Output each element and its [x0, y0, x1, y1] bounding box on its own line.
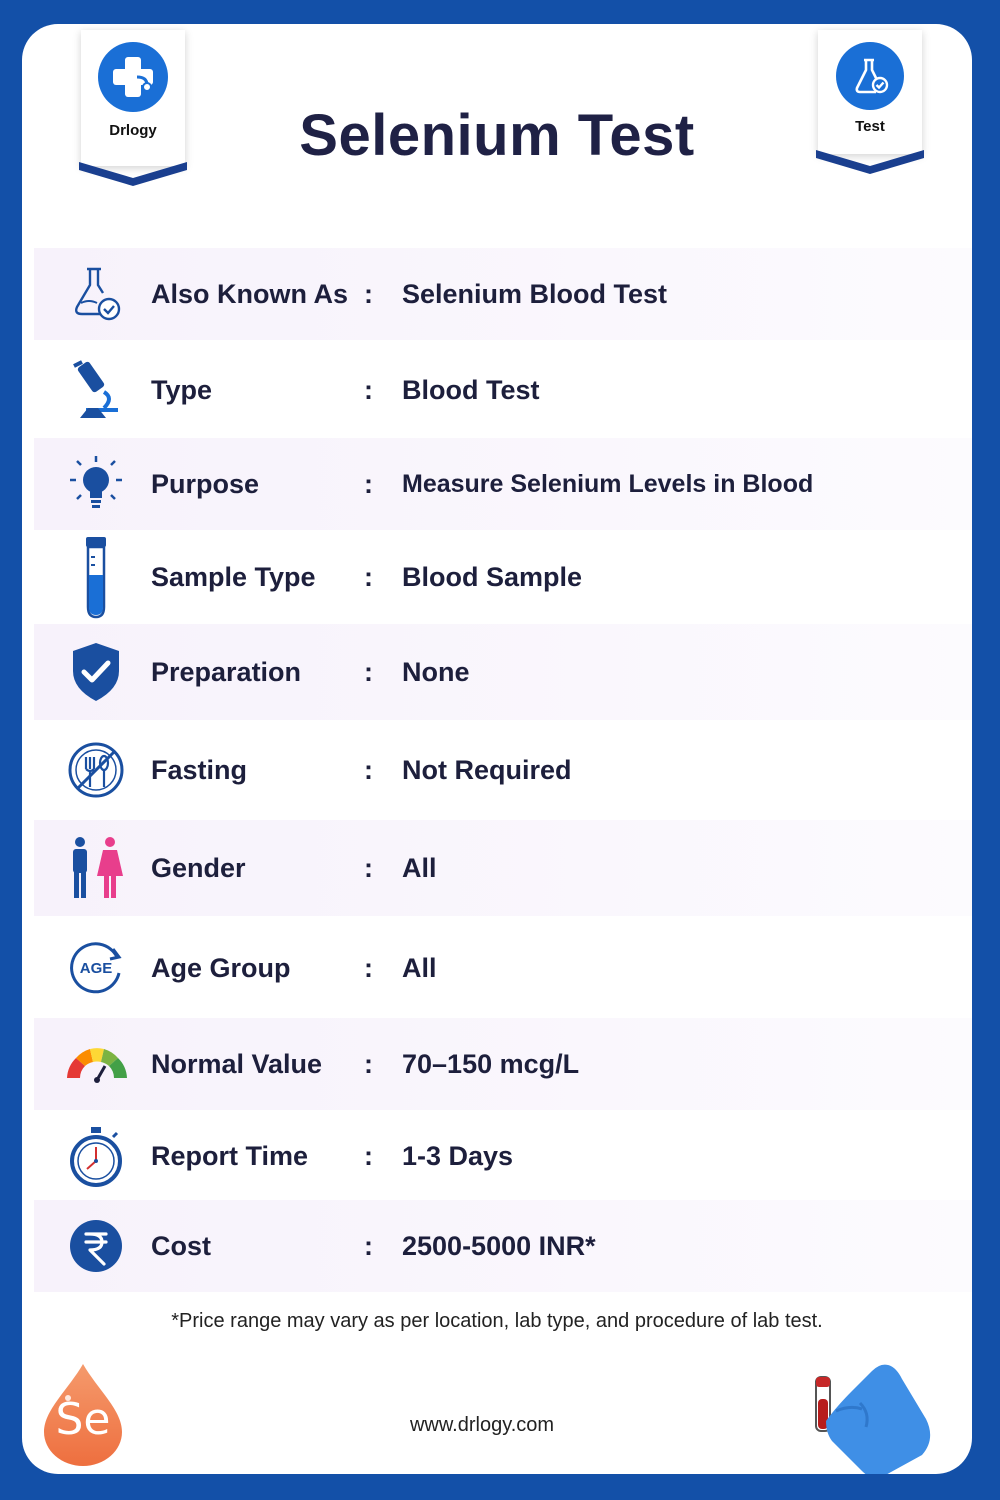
row-colon: :	[364, 952, 373, 983]
no-food-icon	[66, 740, 126, 800]
gloved-hand-tube-icon	[802, 1359, 962, 1474]
row-cost	[34, 1200, 972, 1292]
row-also-known-as	[34, 248, 972, 340]
drlogy-label: Drlogy	[109, 122, 157, 139]
flask-check-icon	[66, 264, 126, 324]
info-card	[22, 24, 972, 1474]
row-label: Type	[151, 374, 213, 405]
microscope-icon	[66, 360, 126, 420]
row-value: Not Required	[402, 754, 572, 785]
row-colon: :	[364, 374, 373, 405]
row-label: Purpose	[151, 468, 260, 499]
stopwatch-icon	[66, 1126, 126, 1186]
row-preparation	[34, 624, 972, 720]
row-label: Report Time	[151, 1140, 309, 1171]
row-label: Age Group	[151, 952, 291, 983]
row-label: Also Known As	[151, 278, 349, 309]
row-report-time	[34, 1110, 972, 1202]
svg-text:AGE: AGE	[79, 960, 113, 977]
test-label: Test	[855, 118, 885, 135]
row-normal-value	[34, 1018, 972, 1110]
flask-check-icon	[836, 42, 904, 110]
row-label: Fasting	[151, 754, 248, 785]
website-link[interactable]: www.drlogy.com	[409, 1414, 555, 1436]
test-tube-icon	[66, 535, 126, 619]
age-icon	[66, 938, 126, 998]
row-purpose	[34, 438, 972, 530]
rupee-icon	[66, 1216, 126, 1276]
row-label: Normal Value	[151, 1048, 323, 1079]
male-female-icon	[66, 838, 126, 898]
row-colon: :	[364, 1230, 373, 1261]
gauge-icon	[62, 1034, 132, 1094]
page-title: Selenium Test	[299, 103, 695, 168]
row-value: Selenium Blood Test	[402, 278, 668, 309]
badge-ribbon	[816, 150, 924, 176]
row-age-group	[34, 916, 972, 1020]
row-colon: :	[364, 468, 373, 499]
row-gender	[34, 820, 972, 916]
row-value: Blood Sample	[402, 561, 583, 592]
row-type	[34, 342, 972, 438]
row-label: Gender	[151, 852, 246, 883]
row-value: Measure Selenium Levels in Blood	[402, 469, 814, 498]
test-badge[interactable]	[818, 30, 922, 154]
row-value: All	[402, 952, 437, 983]
row-value: None	[402, 656, 470, 687]
row-colon: :	[364, 1140, 373, 1171]
row-label: Cost	[151, 1230, 211, 1261]
row-colon: :	[364, 656, 373, 687]
row-value: 70–150 mcg/L	[402, 1048, 580, 1079]
row-value: 1-3 Days	[402, 1140, 514, 1171]
row-fasting	[34, 720, 972, 820]
shield-check-icon	[66, 642, 126, 702]
row-value: Blood Test	[402, 374, 540, 405]
price-disclaimer: *Price range may vary as per location, lab type, and procedure of lab test.	[171, 1310, 823, 1332]
element-symbol: Se	[55, 1394, 111, 1445]
row-colon: :	[364, 754, 373, 785]
row-value: All	[402, 852, 437, 883]
lightbulb-icon	[66, 454, 126, 514]
row-label: Preparation	[151, 656, 302, 687]
row-value: 2500-5000 INR*	[402, 1230, 596, 1261]
row-colon: :	[364, 1048, 373, 1079]
row-colon: :	[364, 278, 373, 309]
row-sample-type	[34, 530, 972, 624]
row-label: Sample Type	[151, 561, 316, 592]
row-colon: :	[364, 561, 373, 592]
row-colon: :	[364, 852, 373, 883]
